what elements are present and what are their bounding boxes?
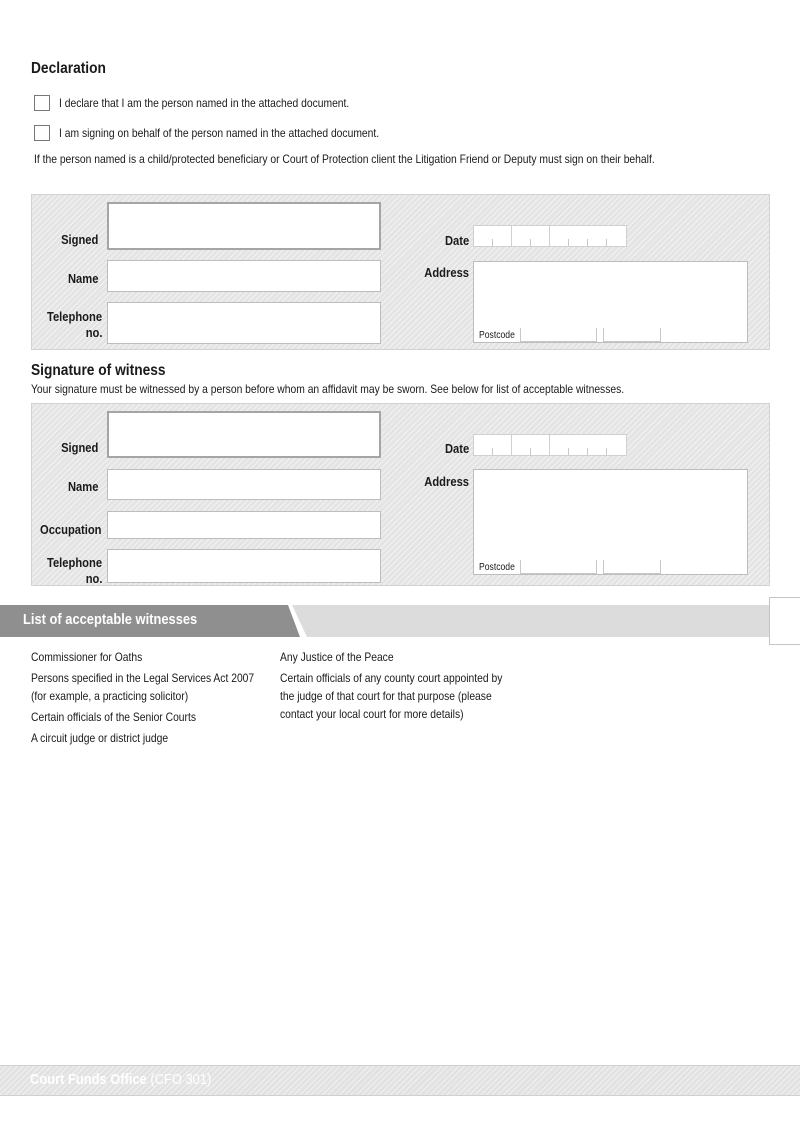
signed-label: Signed — [60, 232, 98, 247]
sign-on-behalf-label: I am signing on behalf of the person named in the attached document. — [59, 126, 380, 140]
witness-date-label: Date — [444, 441, 469, 456]
list-item: Persons specified in the Legal Services Act 2007 — [31, 671, 255, 685]
list-item: Certain officials of any county court appointed by — [280, 671, 503, 685]
witness-address-label: Address — [424, 474, 469, 489]
address-label: Address — [424, 265, 469, 280]
telephone-label: Telephone no. — [46, 309, 102, 340]
postcode-label: Postcode — [479, 330, 515, 341]
postcode-field-outward[interactable] — [520, 328, 597, 342]
date-field[interactable] — [473, 225, 627, 247]
witness-telephone-field[interactable] — [107, 549, 381, 583]
occupation-field[interactable] — [107, 511, 381, 539]
witness-list-banner-extension — [292, 605, 770, 637]
list-item-continued: (for example, a practicing solicitor) — [31, 689, 189, 703]
telephone-field[interactable] — [107, 302, 381, 344]
witness-name-field[interactable] — [107, 469, 381, 500]
declaration-note: If the person named is a child/protected beneficiary or Court of Protection client the Litigation Friend or Deputy must sign on their behalf. — [34, 152, 655, 166]
witness-signature-field[interactable] — [107, 411, 381, 458]
footer-office-label — [30, 1071, 241, 1088]
witness-postcode-label: Postcode — [479, 562, 515, 573]
witness-title: Signature of witness — [31, 362, 166, 379]
list-item: Commissioner for Oaths — [31, 650, 143, 664]
witness-postcode-field-outward[interactable] — [520, 560, 597, 574]
postcode-field-inward[interactable] — [603, 328, 661, 342]
address-field[interactable] — [473, 261, 748, 343]
footer-office-name: Court Funds Office — [30, 1071, 147, 1088]
declaration-title: Declaration — [31, 60, 106, 77]
witness-telephone-label: Telephone no. — [46, 555, 102, 586]
list-item: A circuit judge or district judge — [31, 731, 169, 745]
name-label: Name — [67, 271, 98, 286]
witness-list-heading: List of acceptable witnesses — [23, 611, 198, 628]
list-item: Any Justice of the Peace — [280, 650, 394, 664]
witness-address-field[interactable] — [473, 469, 748, 575]
page-side-tab — [769, 597, 800, 645]
witness-list-column-1 — [31, 648, 291, 747]
occupation-label: Occupation — [40, 522, 102, 537]
witness-date-field[interactable] — [473, 434, 627, 456]
witness-list-column-2 — [280, 648, 539, 723]
list-item-continued: the judge of that court for that purpose (please — [280, 689, 492, 703]
signature-field[interactable] — [107, 202, 381, 250]
list-item-continued: contact your local court for more details) — [280, 707, 464, 721]
declare-self-label: I declare that I am the person named in the attached document. — [59, 96, 350, 110]
list-item: Certain officials of the Senior Courts — [31, 710, 197, 724]
witness-signed-label: Signed — [60, 440, 98, 455]
sign-on-behalf-checkbox[interactable] — [34, 125, 50, 141]
footer-form-code: (CFO 301) — [150, 1071, 212, 1088]
date-label: Date — [444, 233, 469, 248]
witness-postcode-field-inward[interactable] — [603, 560, 661, 574]
name-field[interactable] — [107, 260, 381, 292]
witness-instruction: Your signature must be witnessed by a person before whom an affidavit may be sworn. See below for list of acceptable witnesses. — [31, 382, 625, 396]
witness-name-label: Name — [67, 479, 98, 494]
signatory-panel — [31, 194, 770, 350]
declare-self-checkbox[interactable] — [34, 95, 50, 111]
witness-panel — [31, 403, 770, 586]
